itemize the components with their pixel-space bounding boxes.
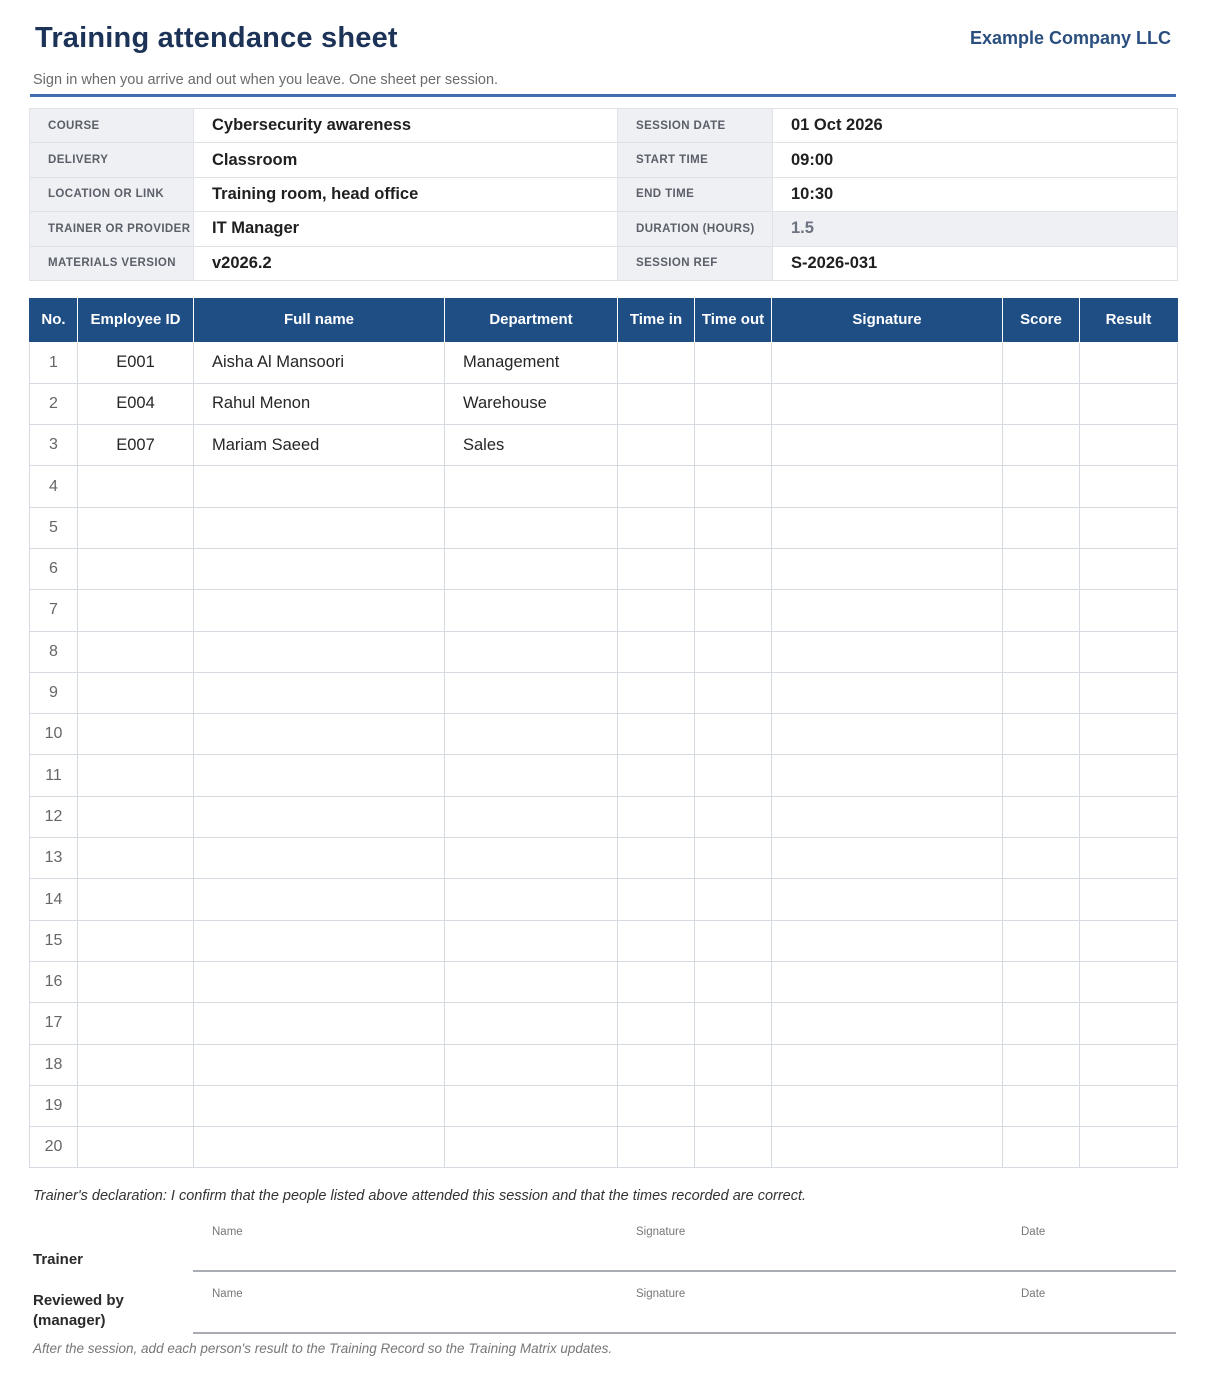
detail-label: DELIVERY	[30, 143, 194, 177]
attendance-table	[29, 298, 1178, 1168]
detail-label: COURSE	[30, 109, 194, 143]
result-cell[interactable]	[1080, 425, 1178, 466]
employee-id-cell[interactable]: E001	[78, 342, 194, 383]
employee-id-cell[interactable]	[78, 714, 194, 755]
score-cell[interactable]	[1003, 961, 1080, 1002]
company-name: Example Company LLC	[969, 28, 1171, 48]
result-cell[interactable]	[1080, 879, 1178, 920]
department-cell[interactable]	[445, 672, 618, 713]
time-in-cell[interactable]	[618, 961, 695, 1002]
row-number: 3	[30, 425, 78, 466]
result-cell[interactable]	[1080, 466, 1178, 507]
detail-value[interactable]: v2026.2	[194, 246, 618, 280]
detail-label: START TIME	[618, 143, 773, 177]
score-cell[interactable]	[1003, 796, 1080, 837]
table-row	[30, 879, 1178, 920]
row-number: 20	[30, 1127, 78, 1168]
score-cell[interactable]	[1003, 342, 1080, 383]
score-cell[interactable]	[1003, 1044, 1080, 1085]
detail-label: LOCATION OR LINK	[30, 177, 194, 211]
detail-value[interactable]: Training room, head office	[194, 177, 618, 211]
row-number: 11	[30, 755, 78, 796]
time-in-cell[interactable]	[618, 507, 695, 548]
result-cell[interactable]	[1080, 961, 1178, 1002]
full-name-cell[interactable]	[194, 796, 445, 837]
result-cell[interactable]	[1080, 1044, 1178, 1085]
result-cell[interactable]	[1080, 1003, 1178, 1044]
full-name-cell[interactable]	[194, 714, 445, 755]
page-subtitle: Sign in when you arrive and out when you leave. One sheet per session.	[33, 72, 499, 88]
result-cell[interactable]	[1080, 755, 1178, 796]
score-cell[interactable]	[1003, 920, 1080, 961]
department-cell[interactable]: Warehouse	[445, 383, 618, 424]
time-out-cell[interactable]	[695, 507, 772, 548]
table-row	[30, 1085, 1178, 1126]
detail-label: TRAINER OR PROVIDER	[30, 212, 194, 246]
table-row	[30, 507, 1178, 548]
time-out-cell[interactable]	[695, 920, 772, 961]
header-rule	[30, 94, 1176, 97]
detail-label: DURATION (HOURS)	[618, 212, 773, 246]
time-in-cell[interactable]	[618, 879, 695, 920]
column-header: Score	[1003, 298, 1080, 342]
row-number: 1	[30, 342, 78, 383]
employee-id-cell[interactable]: E007	[78, 425, 194, 466]
signature-cell[interactable]	[772, 879, 1003, 920]
signature-cell[interactable]	[772, 1044, 1003, 1085]
time-in-cell[interactable]	[618, 590, 695, 631]
signature-cell[interactable]	[772, 961, 1003, 1002]
column-header: Time out	[695, 298, 772, 342]
department-cell[interactable]: Management	[445, 342, 618, 383]
column-header: Department	[445, 298, 618, 342]
table-row	[30, 1044, 1178, 1085]
score-cell[interactable]	[1003, 672, 1080, 713]
full-name-cell[interactable]	[194, 1044, 445, 1085]
time-in-cell[interactable]	[618, 1127, 695, 1168]
result-cell[interactable]	[1080, 1127, 1178, 1168]
signature-cell[interactable]	[772, 590, 1003, 631]
full-name-cell[interactable]	[194, 961, 445, 1002]
department-cell[interactable]	[445, 1003, 618, 1044]
detail-label: SESSION REF	[618, 246, 773, 280]
detail-value[interactable]: 10:30	[773, 177, 1178, 211]
department-cell[interactable]	[445, 879, 618, 920]
detail-value[interactable]: 01 Oct 2026	[773, 109, 1178, 143]
row-number: 2	[30, 383, 78, 424]
time-out-cell[interactable]	[695, 755, 772, 796]
time-out-cell[interactable]	[695, 1003, 772, 1044]
full-name-cell[interactable]	[194, 838, 445, 879]
reviewer-name-caption: Name	[212, 1288, 243, 1300]
table-row	[30, 466, 1178, 507]
time-in-cell[interactable]	[618, 1003, 695, 1044]
row-number: 19	[30, 1085, 78, 1126]
table-row	[30, 672, 1178, 713]
signature-cell[interactable]	[772, 714, 1003, 755]
department-cell[interactable]	[445, 961, 618, 1002]
result-cell[interactable]	[1080, 796, 1178, 837]
detail-value[interactable]: Cybersecurity awareness	[194, 109, 618, 143]
reviewer-signature-caption: Signature	[636, 1288, 686, 1300]
detail-value[interactable]: Classroom	[194, 143, 618, 177]
row-number: 8	[30, 631, 78, 672]
table-row	[30, 425, 1178, 466]
row-number: 15	[30, 920, 78, 961]
table-row	[30, 755, 1178, 796]
detail-label: MATERIALS VERSION	[30, 246, 194, 280]
column-header: Result	[1080, 298, 1178, 342]
employee-id-cell[interactable]: E004	[78, 383, 194, 424]
table-row	[30, 548, 1178, 589]
table-row	[30, 961, 1178, 1002]
full-name-cell[interactable]	[194, 1003, 445, 1044]
footnote: After the session, add each person's result to the Training Record so the Training Matrix updates.	[33, 1341, 613, 1356]
time-in-cell[interactable]	[618, 342, 695, 383]
time-in-cell[interactable]	[618, 920, 695, 961]
time-out-cell[interactable]	[695, 796, 772, 837]
time-out-cell[interactable]	[695, 631, 772, 672]
details-row	[30, 109, 1178, 143]
score-cell[interactable]	[1003, 590, 1080, 631]
score-cell[interactable]	[1003, 714, 1080, 755]
full-name-cell[interactable]	[194, 548, 445, 589]
department-cell[interactable]	[445, 1127, 618, 1168]
time-out-cell[interactable]	[695, 1044, 772, 1085]
employee-id-cell[interactable]	[78, 466, 194, 507]
row-number: 10	[30, 714, 78, 755]
signature-cell[interactable]	[772, 631, 1003, 672]
time-in-cell[interactable]	[618, 672, 695, 713]
score-cell[interactable]	[1003, 425, 1080, 466]
score-cell[interactable]	[1003, 631, 1080, 672]
signature-cell[interactable]	[772, 342, 1003, 383]
full-name-cell[interactable]	[194, 631, 445, 672]
detail-value[interactable]: 09:00	[773, 143, 1178, 177]
table-row	[30, 714, 1178, 755]
table-row	[30, 838, 1178, 879]
detail-value: 1.5	[773, 212, 1178, 246]
time-out-cell[interactable]	[695, 548, 772, 589]
employee-id-cell[interactable]	[78, 838, 194, 879]
full-name-cell[interactable]	[194, 879, 445, 920]
column-header: No.	[30, 298, 78, 342]
row-number: 18	[30, 1044, 78, 1085]
full-name-cell[interactable]	[194, 590, 445, 631]
reviewer-role-line1: Reviewed by	[33, 1292, 124, 1309]
department-cell[interactable]	[445, 590, 618, 631]
trainer-signature-caption: Signature	[636, 1226, 686, 1238]
signature-cell[interactable]	[772, 466, 1003, 507]
employee-id-cell[interactable]	[78, 961, 194, 1002]
result-cell[interactable]	[1080, 548, 1178, 589]
reviewer-signature-line[interactable]	[193, 1332, 1176, 1334]
department-cell[interactable]	[445, 507, 618, 548]
row-number: 13	[30, 838, 78, 879]
employee-id-cell[interactable]	[78, 507, 194, 548]
employee-id-cell[interactable]	[78, 1044, 194, 1085]
time-out-cell[interactable]	[695, 425, 772, 466]
table-row	[30, 1003, 1178, 1044]
time-in-cell[interactable]	[618, 466, 695, 507]
department-cell[interactable]	[445, 714, 618, 755]
row-number: 4	[30, 466, 78, 507]
time-in-cell[interactable]	[618, 1044, 695, 1085]
signature-cell[interactable]	[772, 838, 1003, 879]
row-number: 17	[30, 1003, 78, 1044]
full-name-cell[interactable]	[194, 672, 445, 713]
full-name-cell[interactable]: Rahul Menon	[194, 383, 445, 424]
time-in-cell[interactable]	[618, 714, 695, 755]
employee-id-cell[interactable]	[78, 796, 194, 837]
department-cell[interactable]	[445, 755, 618, 796]
signature-cell[interactable]	[772, 796, 1003, 837]
employee-id-cell[interactable]	[78, 920, 194, 961]
row-number: 6	[30, 548, 78, 589]
department-cell[interactable]	[445, 920, 618, 961]
score-cell[interactable]	[1003, 879, 1080, 920]
column-header: Employee ID	[78, 298, 194, 342]
full-name-cell[interactable]	[194, 466, 445, 507]
details-row	[30, 246, 1178, 280]
reviewer-role-label	[33, 1291, 124, 1331]
time-out-cell[interactable]	[695, 714, 772, 755]
time-out-cell[interactable]	[695, 672, 772, 713]
employee-id-cell[interactable]	[78, 1003, 194, 1044]
employee-id-cell[interactable]	[78, 672, 194, 713]
signature-cell[interactable]	[772, 755, 1003, 796]
score-cell[interactable]	[1003, 838, 1080, 879]
row-number: 14	[30, 879, 78, 920]
result-cell[interactable]	[1080, 672, 1178, 713]
department-cell[interactable]	[445, 631, 618, 672]
score-cell[interactable]	[1003, 548, 1080, 589]
score-cell[interactable]	[1003, 755, 1080, 796]
score-cell[interactable]	[1003, 466, 1080, 507]
signature-cell[interactable]	[772, 1003, 1003, 1044]
full-name-cell[interactable]: Mariam Saeed	[194, 425, 445, 466]
score-cell[interactable]	[1003, 1085, 1080, 1126]
trainer-date-caption: Date	[1021, 1226, 1046, 1238]
result-cell[interactable]	[1080, 631, 1178, 672]
time-out-cell[interactable]	[695, 466, 772, 507]
row-number: 7	[30, 590, 78, 631]
result-cell[interactable]	[1080, 342, 1178, 383]
table-row	[30, 342, 1178, 383]
department-cell[interactable]	[445, 796, 618, 837]
time-out-cell[interactable]	[695, 383, 772, 424]
employee-id-cell[interactable]	[78, 1085, 194, 1126]
department-cell[interactable]	[445, 466, 618, 507]
time-in-cell[interactable]	[618, 796, 695, 837]
result-cell[interactable]	[1080, 838, 1178, 879]
full-name-cell[interactable]	[194, 507, 445, 548]
employee-id-cell[interactable]	[78, 590, 194, 631]
time-out-cell[interactable]	[695, 961, 772, 1002]
signature-cell[interactable]	[772, 425, 1003, 466]
result-cell[interactable]	[1080, 920, 1178, 961]
signature-cell[interactable]	[772, 672, 1003, 713]
result-cell[interactable]	[1080, 383, 1178, 424]
time-in-cell[interactable]	[618, 838, 695, 879]
employee-id-cell[interactable]	[78, 1127, 194, 1168]
department-cell[interactable]	[445, 548, 618, 589]
row-number: 16	[30, 961, 78, 1002]
detail-value[interactable]: IT Manager	[194, 212, 618, 246]
full-name-cell[interactable]: Aisha Al Mansoori	[194, 342, 445, 383]
employee-id-cell[interactable]	[78, 755, 194, 796]
score-cell[interactable]	[1003, 1127, 1080, 1168]
full-name-cell[interactable]	[194, 755, 445, 796]
result-cell[interactable]	[1080, 507, 1178, 548]
details-row	[30, 177, 1178, 211]
signature-cell[interactable]	[772, 507, 1003, 548]
time-in-cell[interactable]	[618, 548, 695, 589]
time-out-cell[interactable]	[695, 342, 772, 383]
time-in-cell[interactable]	[618, 631, 695, 672]
time-in-cell[interactable]	[618, 383, 695, 424]
details-row	[30, 143, 1178, 177]
row-number: 9	[30, 672, 78, 713]
column-header: Time in	[618, 298, 695, 342]
result-cell[interactable]	[1080, 1085, 1178, 1126]
signature-cell[interactable]	[772, 1127, 1003, 1168]
time-out-cell[interactable]	[695, 838, 772, 879]
trainer-declaration: Trainer's declaration: I confirm that the people listed above attended this session and that the times recorded are correct.	[33, 1188, 807, 1204]
score-cell[interactable]	[1003, 383, 1080, 424]
detail-label: SESSION DATE	[618, 109, 773, 143]
detail-label: END TIME	[618, 177, 773, 211]
table-row	[30, 590, 1178, 631]
result-cell[interactable]	[1080, 590, 1178, 631]
full-name-cell[interactable]	[194, 1085, 445, 1126]
session-details-table	[29, 108, 1178, 281]
department-cell[interactable]	[445, 838, 618, 879]
time-in-cell[interactable]	[618, 1085, 695, 1126]
row-number: 5	[30, 507, 78, 548]
table-row	[30, 920, 1178, 961]
time-out-cell[interactable]	[695, 590, 772, 631]
department-cell[interactable]	[445, 1044, 618, 1085]
row-number: 12	[30, 796, 78, 837]
employee-id-cell[interactable]	[78, 879, 194, 920]
time-in-cell[interactable]	[618, 755, 695, 796]
table-row	[30, 631, 1178, 672]
full-name-cell[interactable]	[194, 920, 445, 961]
department-cell[interactable]: Sales	[445, 425, 618, 466]
result-cell[interactable]	[1080, 714, 1178, 755]
detail-value[interactable]: S-2026-031	[773, 246, 1178, 280]
signature-cell[interactable]	[772, 1085, 1003, 1126]
employee-id-cell[interactable]	[78, 548, 194, 589]
reviewer-date-caption: Date	[1021, 1288, 1046, 1300]
signature-cell[interactable]	[772, 548, 1003, 589]
full-name-cell[interactable]	[194, 1127, 445, 1168]
department-cell[interactable]	[445, 1085, 618, 1126]
signature-cell[interactable]	[772, 920, 1003, 961]
score-cell[interactable]	[1003, 1003, 1080, 1044]
details-row	[30, 212, 1178, 246]
page-title: Training attendance sheet	[35, 22, 398, 54]
score-cell[interactable]	[1003, 507, 1080, 548]
table-row	[30, 1127, 1178, 1168]
time-out-cell[interactable]	[695, 1085, 772, 1126]
trainer-role-label: Trainer	[33, 1251, 84, 1268]
attendance-header-row	[30, 298, 1178, 342]
reviewer-role-line2: (manager)	[33, 1312, 106, 1329]
table-row	[30, 383, 1178, 424]
trainer-name-caption: Name	[212, 1226, 243, 1238]
time-in-cell[interactable]	[618, 425, 695, 466]
signature-cell[interactable]	[772, 383, 1003, 424]
column-header: Signature	[772, 298, 1003, 342]
table-row	[30, 796, 1178, 837]
trainer-signature-line[interactable]	[193, 1270, 1176, 1272]
column-header: Full name	[194, 298, 445, 342]
time-out-cell[interactable]	[695, 1127, 772, 1168]
employee-id-cell[interactable]	[78, 631, 194, 672]
time-out-cell[interactable]	[695, 879, 772, 920]
